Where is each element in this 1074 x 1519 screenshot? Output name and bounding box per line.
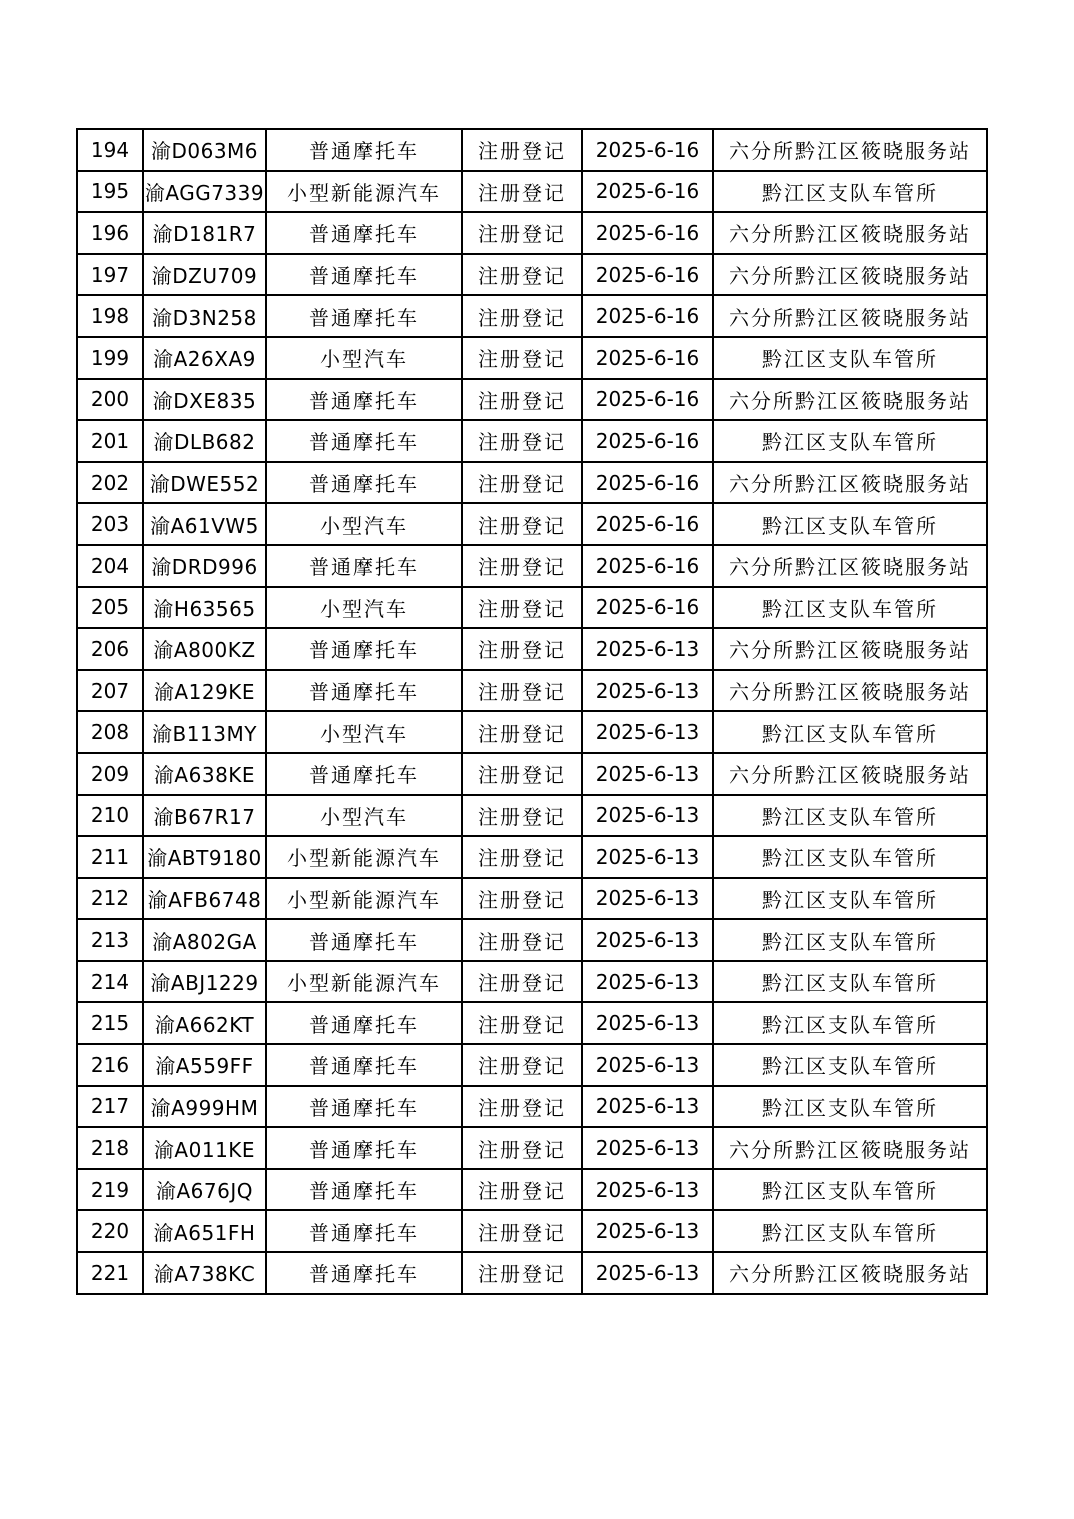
table-row xyxy=(77,795,987,837)
vehicle-type: 普通摩托车 xyxy=(266,254,462,296)
vehicle-type: 小型新能源汽车 xyxy=(266,878,462,920)
registration-date: 2025-6-13 xyxy=(582,919,713,961)
business-type: 注册登记 xyxy=(462,503,582,545)
row-number: 219 xyxy=(77,1169,143,1211)
registration-date: 2025-6-16 xyxy=(582,462,713,504)
plate-number: 渝ABT9180 xyxy=(143,836,266,878)
row-number: 214 xyxy=(77,961,143,1003)
table-row xyxy=(77,670,987,712)
table-row xyxy=(77,919,987,961)
registration-date: 2025-6-16 xyxy=(582,254,713,296)
registration-date: 2025-6-13 xyxy=(582,836,713,878)
business-type: 注册登记 xyxy=(462,1210,582,1252)
row-number: 204 xyxy=(77,545,143,587)
registration-date: 2025-6-13 xyxy=(582,878,713,920)
business-type: 注册登记 xyxy=(462,337,582,379)
plate-number: 渝A011KE xyxy=(143,1127,266,1169)
row-number: 199 xyxy=(77,337,143,379)
business-type: 注册登记 xyxy=(462,587,582,629)
table-row xyxy=(77,503,987,545)
business-type: 注册登记 xyxy=(462,1252,582,1294)
plate-number: 渝A559FF xyxy=(143,1044,266,1086)
table-row xyxy=(77,545,987,587)
business-type: 注册登记 xyxy=(462,795,582,837)
registration-date: 2025-6-13 xyxy=(582,1044,713,1086)
plate-number: 渝A638KE xyxy=(143,753,266,795)
table-row xyxy=(77,711,987,753)
business-type: 注册登记 xyxy=(462,295,582,337)
registration-date: 2025-6-16 xyxy=(582,212,713,254)
plate-number: 渝D181R7 xyxy=(143,212,266,254)
table-row xyxy=(77,961,987,1003)
handling-office: 六分所黔江区筱晓服务站 xyxy=(713,379,987,421)
business-type: 注册登记 xyxy=(462,919,582,961)
plate-number: 渝A738KC xyxy=(143,1252,266,1294)
table-row xyxy=(77,1086,987,1128)
table-row xyxy=(77,129,987,171)
business-type: 注册登记 xyxy=(462,212,582,254)
registration-date: 2025-6-13 xyxy=(582,753,713,795)
handling-office: 黔江区支队车管所 xyxy=(713,1002,987,1044)
row-number: 202 xyxy=(77,462,143,504)
table-row xyxy=(77,379,987,421)
plate-number: 渝A662KT xyxy=(143,1002,266,1044)
plate-number: 渝A61VW5 xyxy=(143,503,266,545)
vehicle-type: 普通摩托车 xyxy=(266,545,462,587)
handling-office: 六分所黔江区筱晓服务站 xyxy=(713,753,987,795)
registration-date: 2025-6-13 xyxy=(582,711,713,753)
business-type: 注册登记 xyxy=(462,753,582,795)
table-row xyxy=(77,836,987,878)
vehicle-type: 小型汽车 xyxy=(266,337,462,379)
registration-date: 2025-6-16 xyxy=(582,295,713,337)
row-number: 217 xyxy=(77,1086,143,1128)
business-type: 注册登记 xyxy=(462,129,582,171)
vehicle-type: 普通摩托车 xyxy=(266,420,462,462)
registration-date: 2025-6-16 xyxy=(582,337,713,379)
registration-date: 2025-6-13 xyxy=(582,628,713,670)
row-number: 197 xyxy=(77,254,143,296)
business-type: 注册登记 xyxy=(462,961,582,1003)
plate-number: 渝AGG7339 xyxy=(143,171,266,213)
row-number: 206 xyxy=(77,628,143,670)
vehicle-type: 小型新能源汽车 xyxy=(266,836,462,878)
row-number: 209 xyxy=(77,753,143,795)
registration-table-body xyxy=(77,129,987,1294)
registration-date: 2025-6-13 xyxy=(582,961,713,1003)
handling-office: 六分所黔江区筱晓服务站 xyxy=(713,462,987,504)
vehicle-type: 普通摩托车 xyxy=(266,1044,462,1086)
business-type: 注册登记 xyxy=(462,1002,582,1044)
vehicle-type: 普通摩托车 xyxy=(266,919,462,961)
row-number: 203 xyxy=(77,503,143,545)
registration-date: 2025-6-16 xyxy=(582,379,713,421)
table-row xyxy=(77,1210,987,1252)
business-type: 注册登记 xyxy=(462,1127,582,1169)
handling-office: 六分所黔江区筱晓服务站 xyxy=(713,1127,987,1169)
handling-office: 黔江区支队车管所 xyxy=(713,711,987,753)
row-number: 207 xyxy=(77,670,143,712)
plate-number: 渝B67R17 xyxy=(143,795,266,837)
row-number: 215 xyxy=(77,1002,143,1044)
registration-table xyxy=(76,128,988,1295)
business-type: 注册登记 xyxy=(462,171,582,213)
handling-office: 黔江区支队车管所 xyxy=(713,1169,987,1211)
business-type: 注册登记 xyxy=(462,878,582,920)
handling-office: 黔江区支队车管所 xyxy=(713,1086,987,1128)
row-number: 194 xyxy=(77,129,143,171)
row-number: 200 xyxy=(77,379,143,421)
handling-office: 六分所黔江区筱晓服务站 xyxy=(713,545,987,587)
handling-office: 六分所黔江区筱晓服务站 xyxy=(713,212,987,254)
table-row xyxy=(77,1002,987,1044)
vehicle-type: 普通摩托车 xyxy=(266,1169,462,1211)
plate-number: 渝A800KZ xyxy=(143,628,266,670)
business-type: 注册登记 xyxy=(462,379,582,421)
handling-office: 黔江区支队车管所 xyxy=(713,878,987,920)
plate-number: 渝A802GA xyxy=(143,919,266,961)
vehicle-type: 小型汽车 xyxy=(266,503,462,545)
handling-office: 六分所黔江区筱晓服务站 xyxy=(713,1252,987,1294)
table-row xyxy=(77,337,987,379)
table-row xyxy=(77,254,987,296)
table-row xyxy=(77,1169,987,1211)
row-number: 205 xyxy=(77,587,143,629)
vehicle-type: 普通摩托车 xyxy=(266,212,462,254)
registration-date: 2025-6-13 xyxy=(582,1210,713,1252)
plate-number: 渝A129KE xyxy=(143,670,266,712)
handling-office: 黔江区支队车管所 xyxy=(713,503,987,545)
table-row xyxy=(77,420,987,462)
handling-office: 黔江区支队车管所 xyxy=(713,836,987,878)
handling-office: 黔江区支队车管所 xyxy=(713,961,987,1003)
registration-date: 2025-6-13 xyxy=(582,1127,713,1169)
business-type: 注册登记 xyxy=(462,670,582,712)
row-number: 208 xyxy=(77,711,143,753)
plate-number: 渝A651FH xyxy=(143,1210,266,1252)
business-type: 注册登记 xyxy=(462,1086,582,1128)
registration-date: 2025-6-13 xyxy=(582,1002,713,1044)
registration-date: 2025-6-16 xyxy=(582,587,713,629)
table-row xyxy=(77,1044,987,1086)
vehicle-type: 普通摩托车 xyxy=(266,1002,462,1044)
handling-office: 黔江区支队车管所 xyxy=(713,919,987,961)
table-row xyxy=(77,587,987,629)
plate-number: 渝A999HM xyxy=(143,1086,266,1128)
row-number: 212 xyxy=(77,878,143,920)
row-number: 201 xyxy=(77,420,143,462)
registration-date: 2025-6-13 xyxy=(582,795,713,837)
handling-office: 六分所黔江区筱晓服务站 xyxy=(713,670,987,712)
vehicle-type: 普通摩托车 xyxy=(266,670,462,712)
business-type: 注册登记 xyxy=(462,628,582,670)
plate-number: 渝DXE835 xyxy=(143,379,266,421)
row-number: 220 xyxy=(77,1210,143,1252)
business-type: 注册登记 xyxy=(462,420,582,462)
business-type: 注册登记 xyxy=(462,711,582,753)
table-row xyxy=(77,753,987,795)
plate-number: 渝D063M6 xyxy=(143,129,266,171)
handling-office: 黔江区支队车管所 xyxy=(713,795,987,837)
handling-office: 黔江区支队车管所 xyxy=(713,171,987,213)
row-number: 198 xyxy=(77,295,143,337)
handling-office: 六分所黔江区筱晓服务站 xyxy=(713,295,987,337)
vehicle-type: 普通摩托车 xyxy=(266,379,462,421)
row-number: 218 xyxy=(77,1127,143,1169)
handling-office: 黔江区支队车管所 xyxy=(713,1210,987,1252)
plate-number: 渝D3N258 xyxy=(143,295,266,337)
row-number: 211 xyxy=(77,836,143,878)
handling-office: 六分所黔江区筱晓服务站 xyxy=(713,129,987,171)
vehicle-type: 普通摩托车 xyxy=(266,628,462,670)
table-row xyxy=(77,295,987,337)
row-number: 216 xyxy=(77,1044,143,1086)
vehicle-type: 普通摩托车 xyxy=(266,462,462,504)
row-number: 196 xyxy=(77,212,143,254)
business-type: 注册登记 xyxy=(462,545,582,587)
table-row xyxy=(77,878,987,920)
handling-office: 黔江区支队车管所 xyxy=(713,337,987,379)
plate-number: 渝DLB682 xyxy=(143,420,266,462)
registration-date: 2025-6-16 xyxy=(582,129,713,171)
row-number: 210 xyxy=(77,795,143,837)
handling-office: 黔江区支队车管所 xyxy=(713,420,987,462)
table-row xyxy=(77,462,987,504)
business-type: 注册登记 xyxy=(462,1169,582,1211)
vehicle-type: 普通摩托车 xyxy=(266,1252,462,1294)
business-type: 注册登记 xyxy=(462,836,582,878)
business-type: 注册登记 xyxy=(462,1044,582,1086)
table-row xyxy=(77,212,987,254)
handling-office: 六分所黔江区筱晓服务站 xyxy=(713,254,987,296)
plate-number: 渝DWE552 xyxy=(143,462,266,504)
table-row xyxy=(77,1127,987,1169)
row-number: 221 xyxy=(77,1252,143,1294)
registration-date: 2025-6-16 xyxy=(582,545,713,587)
plate-number: 渝DZU709 xyxy=(143,254,266,296)
plate-number: 渝AFB6748 xyxy=(143,878,266,920)
registration-date: 2025-6-16 xyxy=(582,171,713,213)
registration-date: 2025-6-16 xyxy=(582,503,713,545)
registration-date: 2025-6-13 xyxy=(582,1252,713,1294)
table-row xyxy=(77,171,987,213)
vehicle-type: 普通摩托车 xyxy=(266,753,462,795)
plate-number: 渝H63565 xyxy=(143,587,266,629)
plate-number: 渝A676JQ xyxy=(143,1169,266,1211)
handling-office: 六分所黔江区筱晓服务站 xyxy=(713,628,987,670)
plate-number: 渝ABJ1229 xyxy=(143,961,266,1003)
vehicle-type: 普通摩托车 xyxy=(266,1127,462,1169)
handling-office: 黔江区支队车管所 xyxy=(713,587,987,629)
table-row xyxy=(77,1252,987,1294)
business-type: 注册登记 xyxy=(462,254,582,296)
vehicle-type: 普通摩托车 xyxy=(266,129,462,171)
vehicle-type: 小型新能源汽车 xyxy=(266,961,462,1003)
vehicle-type: 小型汽车 xyxy=(266,795,462,837)
plate-number: 渝A26XA9 xyxy=(143,337,266,379)
business-type: 注册登记 xyxy=(462,462,582,504)
plate-number: 渝B113MY xyxy=(143,711,266,753)
vehicle-type: 小型新能源汽车 xyxy=(266,171,462,213)
table-row xyxy=(77,628,987,670)
vehicle-type: 普通摩托车 xyxy=(266,1086,462,1128)
vehicle-type: 小型汽车 xyxy=(266,587,462,629)
row-number: 195 xyxy=(77,171,143,213)
plate-number: 渝DRD996 xyxy=(143,545,266,587)
vehicle-type: 小型汽车 xyxy=(266,711,462,753)
registration-date: 2025-6-16 xyxy=(582,420,713,462)
row-number: 213 xyxy=(77,919,143,961)
handling-office: 黔江区支队车管所 xyxy=(713,1044,987,1086)
vehicle-type: 普通摩托车 xyxy=(266,295,462,337)
registration-date: 2025-6-13 xyxy=(582,1169,713,1211)
registration-date: 2025-6-13 xyxy=(582,1086,713,1128)
registration-date: 2025-6-13 xyxy=(582,670,713,712)
vehicle-type: 普通摩托车 xyxy=(266,1210,462,1252)
